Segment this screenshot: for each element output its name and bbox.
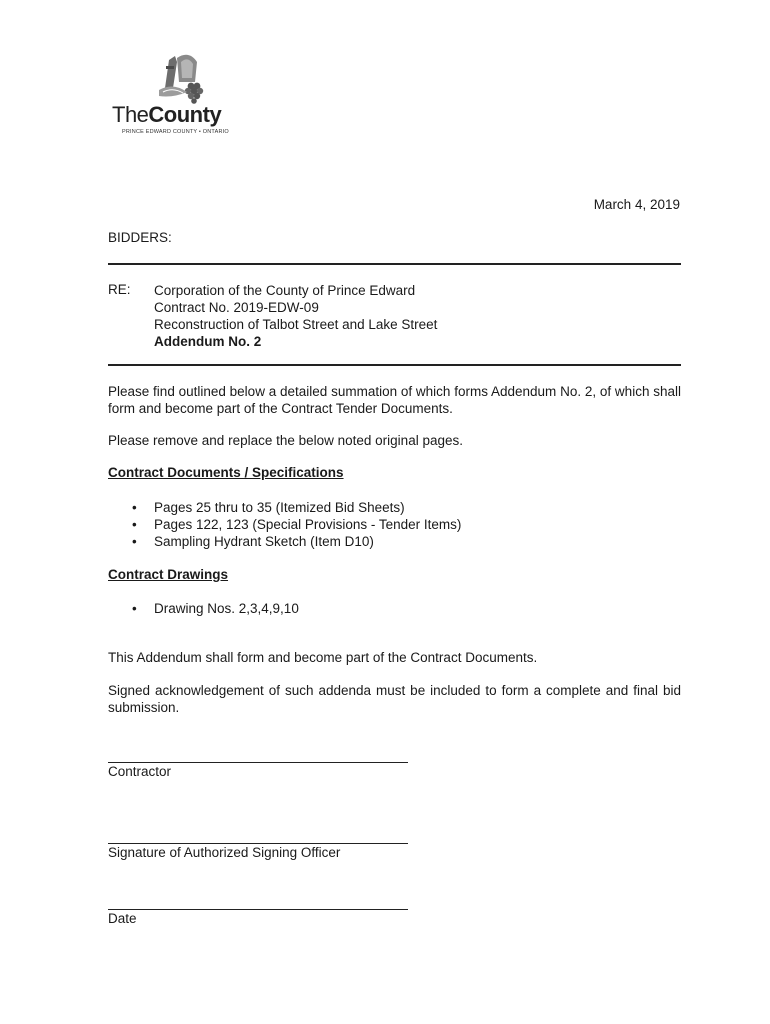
list-item-text: Sampling Hydrant Sketch (Item D10) [154,534,374,549]
re-block [154,282,437,350]
specifications-list [108,499,461,550]
bullet-icon: • [132,500,137,515]
drawings-list [108,600,299,617]
list-item-text: Pages 122, 123 (Special Provisions - Tender Items) [154,517,462,532]
bullet-icon: • [132,534,137,549]
date-label: Date [108,911,137,926]
re-line-contract-no: Contract No. 2019-EDW-09 [154,300,319,315]
re-label: RE: [108,282,131,297]
logo-tagline: PRINCE EDWARD COUNTY • ONTARIO [122,129,229,135]
bottom-divider [108,364,681,366]
re-line-addendum: Addendum No. 2 [154,334,262,349]
intro-paragraph: Please find outlined below a detailed summation of which forms Addendum No. 2, of which shall form and become part of the Contract Tender Documents. [108,384,681,416]
top-divider [108,263,681,265]
section-heading-drawings: Contract Drawings [108,567,229,582]
list-item-text: Pages 25 thru to 35 (Itemized Bid Sheets) [154,500,405,515]
bullet-icon: • [132,601,137,616]
logo-wordmark-the: The [112,102,149,127]
contractor-label: Contractor [108,764,172,779]
county-emblem-icon [155,52,209,104]
logo-wordmark [112,102,252,128]
county-logo [112,52,252,144]
salutation: BIDDERS: [108,230,172,245]
re-line-project: Reconstruction of Talbot Street and Lake Street [154,317,438,332]
letter-date: March 4, 2019 [593,197,680,212]
section-heading-specifications: Contract Documents / Specifications [108,465,344,480]
date-signature-line [108,909,408,910]
closing-paragraph-1: This Addendum shall form and become part of the Contract Documents. [108,650,538,665]
list-item [108,600,299,617]
list-item-text: Drawing Nos. 2,3,4,9,10 [154,601,299,616]
closing-paragraph-2: Signed acknowledgement of such addenda must be included to form a complete and final bid submission. [108,683,681,715]
remove-replace-paragraph: Please remove and replace the below noted original pages. [108,433,463,448]
officer-signature-label: Signature of Authorized Signing Officer [108,845,341,860]
bullet-icon: • [132,517,137,532]
contractor-signature-line [108,762,408,763]
re-line-corporation: Corporation of the County of Prince Edward [154,283,416,298]
list-item [108,516,461,533]
list-item [108,533,461,550]
logo-wordmark-county: County [148,102,222,127]
list-item [108,499,461,516]
officer-signature-line [108,843,408,844]
